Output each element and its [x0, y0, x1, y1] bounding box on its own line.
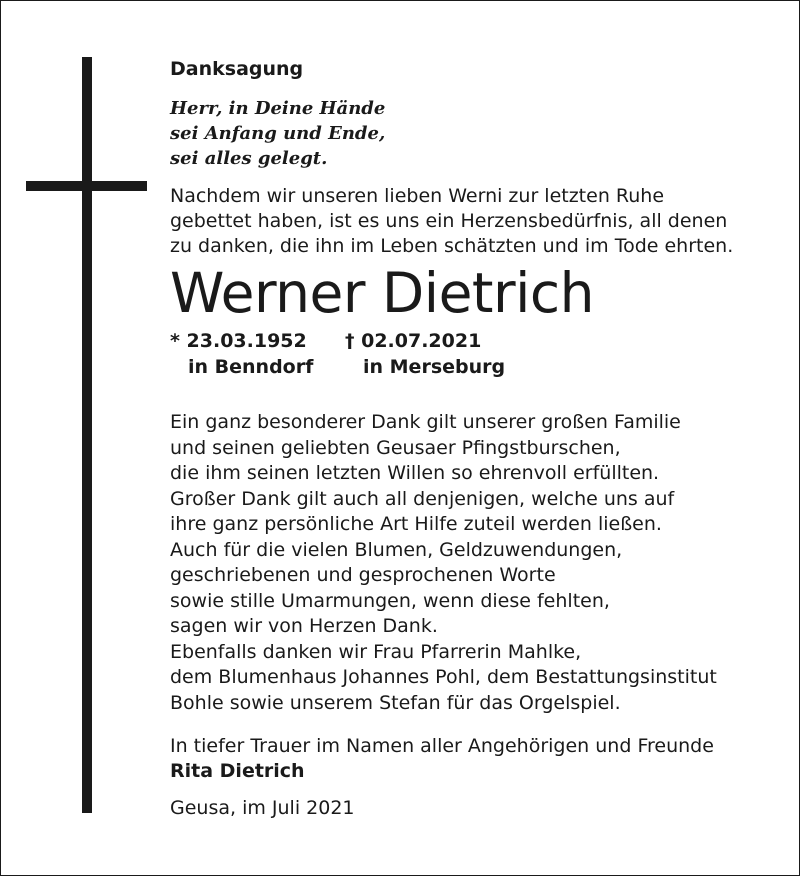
cross-icon-vertical: [82, 57, 92, 813]
intro-paragraph: [170, 184, 733, 259]
body-line: geschriebenen und gesprochenen Worte: [170, 564, 556, 586]
body-line: Bohle sowie unserem Stefan für das Orgelspiel.: [170, 691, 621, 714]
verse-line: sei Anfang und Ende,: [170, 123, 386, 144]
death-date: † 02.07.2021: [345, 330, 482, 352]
body-line: Auch für die vielen Blumen, Geldzuwendungen,: [170, 538, 623, 561]
cross-icon-horizontal: [26, 181, 147, 191]
body-line: sowie stille Umarmungen, wenn diese fehlten,: [170, 589, 610, 612]
birth-info: [170, 328, 313, 380]
signer-name: Rita Dietrich: [170, 760, 305, 782]
verse: [170, 96, 385, 171]
body-line: Ebenfalls danken wir Frau Pfarrerin Mahlke,: [170, 640, 582, 663]
body-line: Ein ganz besonderer Dank gilt unserer großen Familie: [170, 411, 681, 433]
thanks-paragraph: [170, 410, 717, 716]
body-line: dem Blumenhaus Johannes Pohl, dem Bestattungsinstitut: [170, 666, 717, 688]
verse-line: Herr, in Deine Hände: [170, 98, 386, 119]
deceased-name: Werner Dietrich: [170, 261, 594, 325]
intro-line: gebettet haben, ist es uns ein Herzensbedürfnis, all denen: [170, 210, 728, 232]
verse-line: sei alles gelegt.: [170, 148, 328, 169]
body-line: die ihm seinen letzten Willen so ehrenvoll erfüllten.: [170, 462, 660, 484]
intro-line: zu danken, die ihn im Leben schätzten und im Tode ehrten.: [170, 235, 734, 257]
body-line: und seinen geliebten Geusaer Pfingstburschen,: [170, 436, 621, 459]
location-date: Geusa, im Juli 2021: [170, 797, 355, 819]
birth-place: in Benndorf: [188, 356, 314, 378]
intro-line: Nachdem wir unseren lieben Werni zur letzten Ruhe: [170, 185, 665, 207]
closing-line: In tiefer Trauer im Namen aller Angehörigen und Freunde: [170, 735, 714, 757]
body-line: ihre ganz persönliche Art Hilfe zuteil werden ließen.: [170, 513, 662, 535]
death-info: [345, 328, 505, 380]
closing-block: [170, 734, 714, 784]
death-place: in Merseburg: [363, 356, 506, 378]
birth-date: * 23.03.1952: [170, 330, 307, 352]
body-line: Großer Dank gilt auch all denjenigen, welche uns auf: [170, 487, 675, 510]
body-line: sagen wir von Herzen Dank.: [170, 615, 438, 637]
notice-heading: Danksagung: [170, 58, 304, 80]
